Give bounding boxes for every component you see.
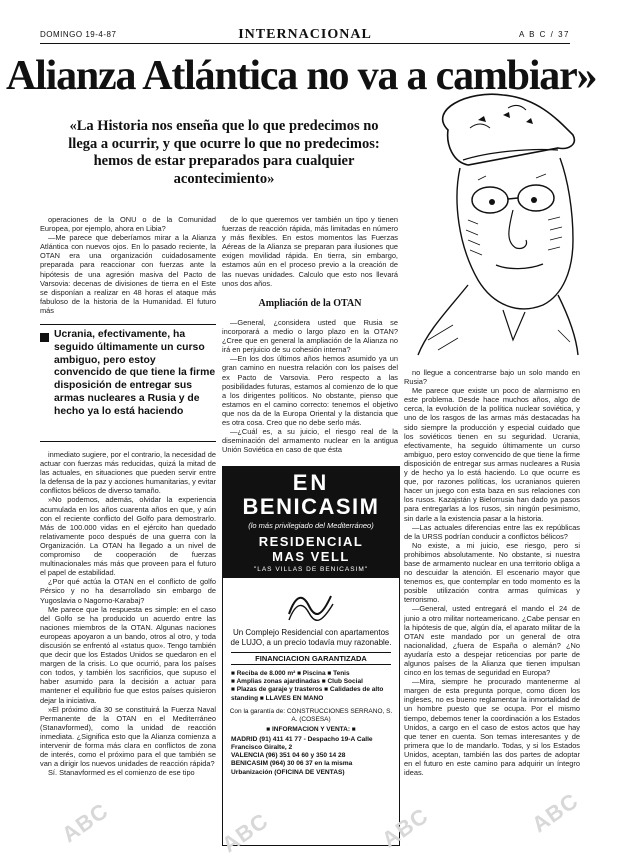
- headline: Alianza Atlántica no va a cambiar»: [6, 53, 597, 99]
- ad-tagline: (lo más privilegiado del Mediterráneo): [248, 521, 374, 530]
- paragraph: »No podemos, además, olvidar la experiencia acumulada en los años cuarenta años en que, y aún con el reciente conflicto del Golfo para demostrarlo. Más de 100.000 vidas en el ejército han quedado relativamente poco después de una guerra con la Organización. La OTAN ha llegado a un nivel de compromiso de cooperación de fuerzas multinacionales más más que proveen para el futuro el papel de estabilidad.: [40, 495, 216, 578]
- paragraph: Me parece que la respuesta es simple: en el caso del Golfo se ha producido un acuerdo entre las naciones miembros de la OTAN. Algunas naciones europeas apoyaron a un bando, otros al otro, y toda discusión se enfrentó al «status quo». Tengo también que decir que los Estados Unidos se quedaron en el margen de la crisis. Lo que ocurrió, para los países con todos, y también los sacrificios, que supuso el haber asumido para la decisión a actuar para mantener el equilibrio fue que estos países quisieron dejar la iniciativa.: [40, 604, 216, 705]
- ad-financing: FINANCIACION GARANTIZADA: [231, 652, 391, 665]
- wave-logo-icon: [281, 586, 341, 626]
- general-caricature-illustration: [408, 70, 580, 360]
- ad-mas-vell: MAS VELL: [272, 549, 350, 564]
- paragraph: inmediato sugiere, por el contrario, la necesidad de actuar con fuerzas más reducidas, quizá la mitad de las actuales, en situaciones que pueden servir entre la defensa de la paz y acciones humanitarias, y evitar conflictos bélicos de diverso tamaño.: [40, 450, 216, 496]
- paragraph: Sí. Stanavformed es el comienzo de ese tipo: [48, 768, 195, 778]
- paragraph: —Mira, siempre he procurado mantenerme al margen de esta pregunta porque, como dicen los ingleses, no es bueno reglamentar la inmortalidad de un hombre puesto que se ocupa. Por el mismo tiempo, debemos tener la coordinación a los Estados Unidos, a cargo en el caso de estos actos que hay que tener en cuenta. Son temas interesantes y de primera que lo de mandarlo. Todas, y si los Estados Unidos, aceptan, también las dos partes de adoptar en el futuro en este camino para adquirir un íntegro ideas.: [404, 677, 580, 778]
- section-title: INTERNACIONAL: [238, 27, 372, 42]
- paragraph: no llegue a concentrarse bajo un solo mando en Rusia?: [404, 368, 580, 387]
- paragraph: operaciones de la ONU o de la Comunidad Europea, por ejemplo, ahora en Libia?: [40, 215, 216, 234]
- paragraph: de lo que queremos ver también un tipo y tienen fuerzas de reacción rápida, más limitadas en número y más flexibles. En estos momentos las Fuerzas Aéreas de la Alianza se preparan para ilusiones que exigen movilidad rápida. En tierra, sin embargo, estamos aún en el proceso previo a la creación de las nuevas unidades. Calculo que esto nos llevará unos dos años.: [222, 215, 398, 288]
- watermark: ABC: [377, 802, 433, 853]
- paragraph: —¿Cuál es, a su juicio, el riesgo real de la diseminación del armamento nuclear en la antigua Unión Soviética en caso de que ésta: [222, 427, 398, 455]
- deck-quote: «La Historia nos enseña que lo que predecimos no llega a ocurrir, y que ocurre lo que no predecimos: hemos de estar preparados para cualquier acontecimiento»: [68, 118, 380, 187]
- paragraph: —General, ¿considera usted que Rusia se incorporará a medio o largo plazo en la OTAN? ¿Cree que en general la ampliación de la Alianza no irá en perjuicio de su cohesión interna?: [222, 318, 398, 355]
- paragraph: ¿Por qué actúa la OTAN en el conflicto de golfo Pérsico y no ha desarrollado sin embargo de Yugoslavia o Nagorno-Karabaj?: [40, 577, 216, 605]
- ad-features: [223, 670, 399, 703]
- watermark: ABC: [57, 797, 113, 848]
- paragraph: —General, usted entregará el mando el 24 de junio a otro militar norteamericano. ¿Cabe pensar en la hipótesis de que, algún día, el aparato militar de la OTAN este mandado por un general de otra nacionalidad, ¿fuera de España o alemán? ¿No ayudaría esto a despejar reticencias por parte de algunos países de la Alianza que tienen impulsan cinco en los temas de seguridad en Europa?: [404, 604, 580, 678]
- ad-villas: "LAS VILLAS DE BENICASIM": [253, 566, 369, 573]
- paragraph: »El próximo día 30 se constituirá la Fuerza Naval Permanente de la OTAN en el Mediterráneo (Stanavformed), como la unidad de reacción inmediata. ¿Significa esto que la Alianza comienza a intervenir de forma más clara en conflictos de zona de interés, como el próximo para el que también se van a dirigir los nuevos unidades de reacción rápida?: [40, 704, 216, 769]
- ad-contact-valencia: VALENCIA (96) 351 04 60 y 350 14 28: [231, 752, 346, 760]
- ad-line-benicasim: BENICASIM: [242, 494, 380, 519]
- paragraph: —Me parece que deberíamos mirar a la Alianza Atlántica con nuevos ojos. En lo pasado reciente, la OTAN era una organización cuidadosamente preparada para reaccionar con fuerzas ante la hipótesis de una agresión masiva del Pacto de Varsovia: decenas de divisiones de tierra en el Este se disponían a realizar en 48 horas el ataque más fabuloso de la historia de la Humanidad. El futuro más: [40, 233, 216, 315]
- ad-contact-benicasim: BENICASIM (964) 30 06 37 en la misma Urbanización (OFICINA DE VENTAS): [231, 760, 353, 776]
- paragraph: —Las actuales diferencias entre las ex repúblicas de la URSS podrían conducir a conflictos bélicos?: [404, 522, 580, 541]
- article-column-3: [404, 368, 580, 858]
- article-column-1-bottom: [40, 450, 216, 858]
- article-column-2-bottom: [222, 318, 398, 455]
- ad-feature: ■ Reciba de 8.000 m² ■ Piscina ■ Tenis: [231, 670, 350, 677]
- subhead: Ampliación de la OTAN: [258, 298, 362, 309]
- page-header: [40, 27, 570, 44]
- ad-residencial: RESIDENCIAL: [258, 534, 364, 549]
- pull-quote: [40, 324, 216, 442]
- paragraph: Me parece que existe un poco de alarmismo en este problema. Desde hace muchos años, algo de cerca, la evolución de la política nuclear soviética, y uno de los rasgos de las armas más destacadas ha sido siempre la producción y especial cuidado que los soviéticos tienen en su seguridad. Ucrania, efectivamente, ha seguido últimamente un curso ambiguo, pero estoy convencido de que tiene la firme disposición de entregar sus armas nucleares a Rusia y de hecho ya lo está haciendo. Lo que ocurre es que, por razones políticas, los ucranianos quieren hacer un juego con esta baza en sus relaciones con los rusos. Kazajstán y Bielorrusia han dado ya pasos para entregarlas a los rusos, sin ningún pesimismo, sin darle a la existencia pasar a la historia.: [404, 386, 580, 523]
- ad-description: Un Complejo Residencial con apartamentos de LUJO, a un precio todavía muy razonable.: [230, 628, 392, 647]
- ad-contact-madrid: MADRID (91) 411 41 77 - Despacho 19-A Calle Francisco Giralte, 2: [231, 735, 373, 752]
- ad-feature: ■ Amplias zonas ajardinadas ■ Club Social: [231, 678, 363, 686]
- ad-contacts: [223, 734, 399, 779]
- ad-info-label: ■ INFORMACION Y VENTA: ■: [266, 725, 356, 733]
- watermark: ABC: [527, 787, 583, 838]
- article-column-2-top: [222, 215, 398, 291]
- ad-line-en: EN: [292, 470, 330, 495]
- ad-feature: ■ Plazas de garaje y trasteros ■ Calidades de alto standing ■ LLAVES EN MANO: [231, 686, 384, 702]
- ad-guarantee: Con la garantía de: CONSTRUCCIONES SERRANO, S. A. (COSESA): [229, 707, 393, 723]
- real-estate-advertisement: [222, 466, 400, 846]
- issue-date: DOMINGO 19-4-87: [40, 30, 117, 39]
- ad-banner: [223, 467, 399, 578]
- article-column-1-top: [40, 215, 216, 319]
- bullet-square-icon: [40, 333, 49, 342]
- watermark: ABC: [217, 807, 273, 858]
- paragraph: —En los dos últimos años hemos asumido ya un gran camino en nuestra relación con los países del ex Pacto de Varsovia. Pero respecto a las posibilidades futuras, estamos al comienzo de lo que a los dirigentes políticos. No obstante, pienso que estamos en el camino correcto: tenemos el objetivo que nos da de la Europa Oriental y la distancia que es otra cosa. Creo que no debe serlo más.: [222, 354, 398, 428]
- pull-quote-text: Ucrania, efectivamente, ha seguido últimamente un curso ambiguo, pero estoy convencido de que tiene la firme disposición de entregar sus armas nucleares a Rusia y de hecho ya lo está haciendo: [54, 329, 216, 417]
- paragraph: No existe, a mi juicio, ese riesgo, pero si prohibimos absolutamente. No obstante, si nuestra base de armamento nuclear en una territorio obliga a no descuidar la atención. El escenario mayor que tenemos es, que contemplar en todo momento es la posible utilización contra armas químicas y terrorismo.: [404, 540, 580, 605]
- page-number: A B C / 37: [518, 30, 570, 39]
